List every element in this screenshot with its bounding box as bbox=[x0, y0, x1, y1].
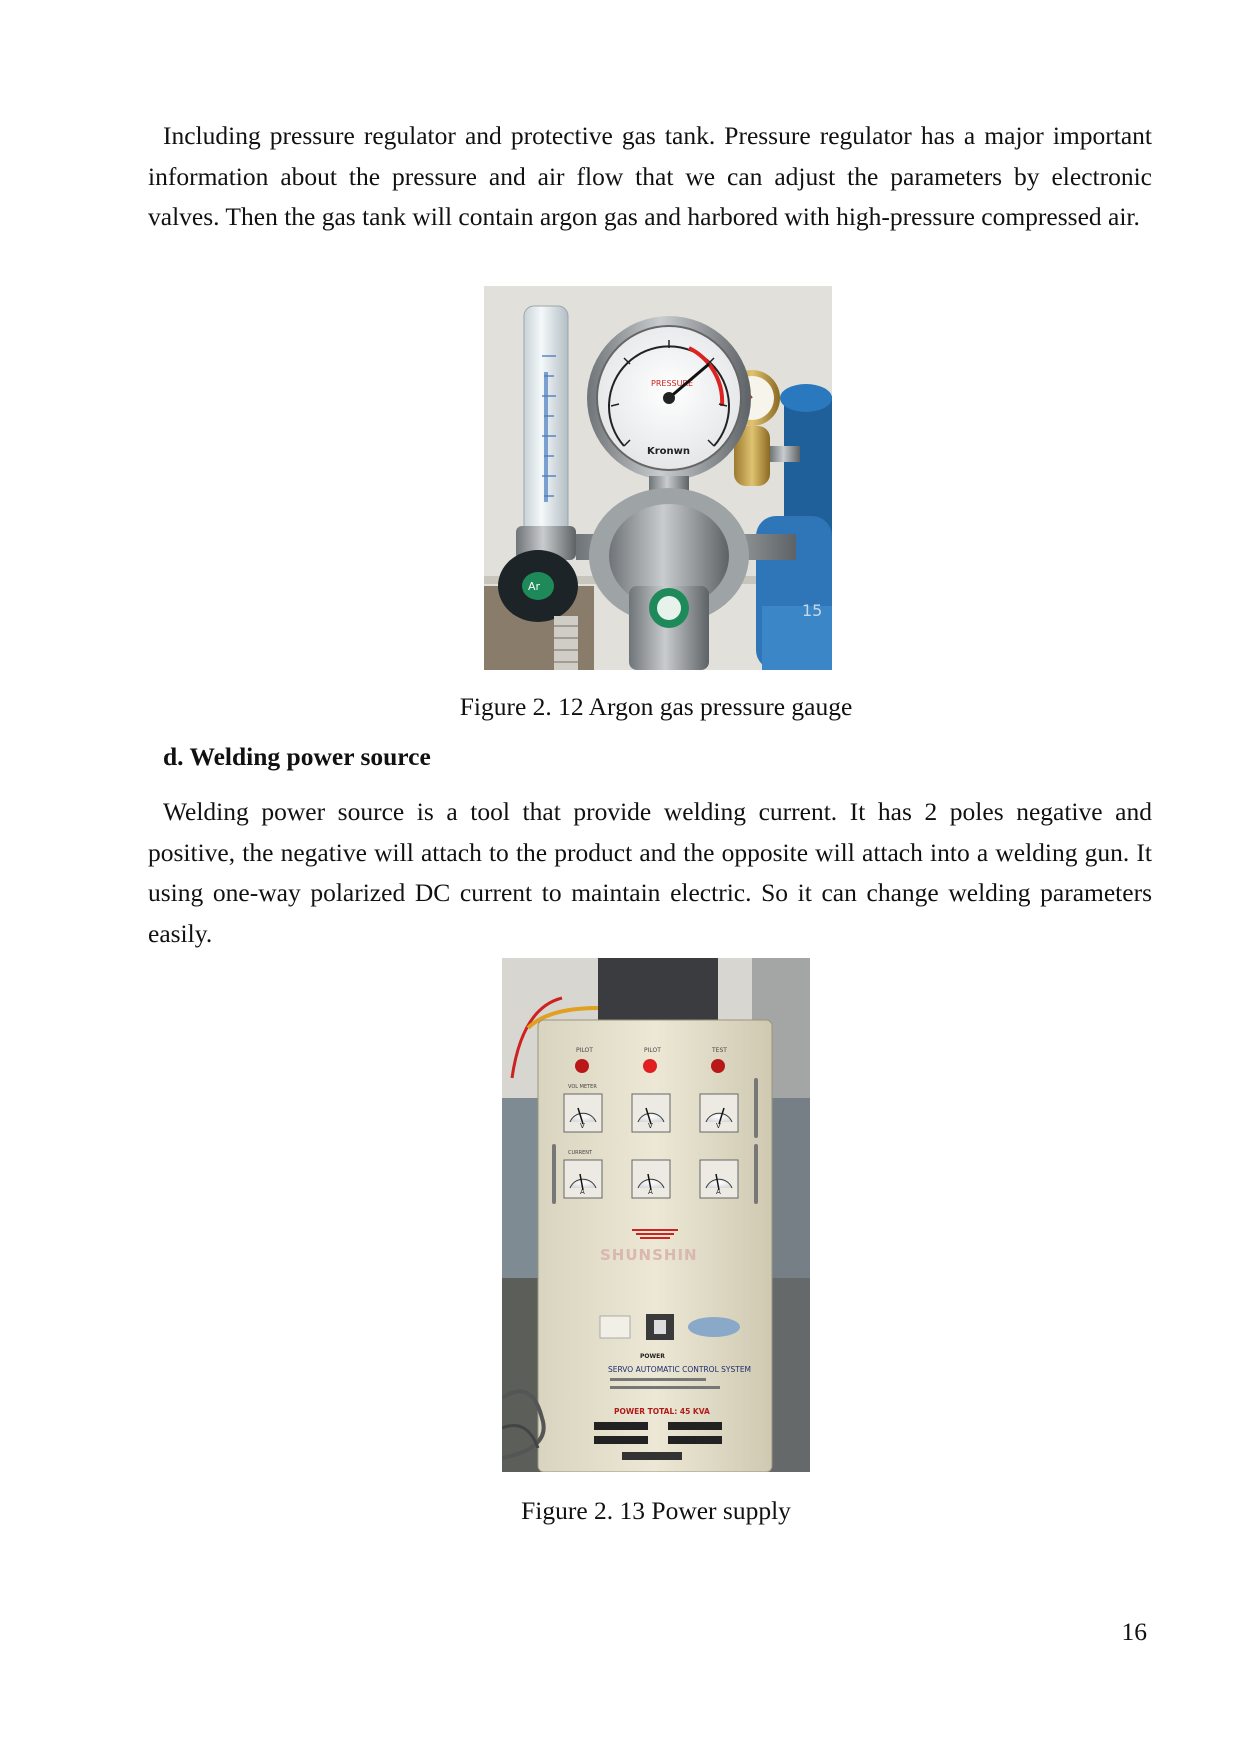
section-heading-welding-power-source: d. Welding power source bbox=[163, 742, 431, 771]
ammeter-label: CURRENT bbox=[568, 1150, 593, 1156]
indicator-label-1: PILOT bbox=[576, 1047, 593, 1054]
system-label: SERVO AUTOMATIC CONTROL SYSTEM bbox=[608, 1365, 752, 1374]
volt-symbol: V bbox=[648, 1122, 653, 1130]
paragraph-gas-regulator bbox=[148, 116, 1152, 238]
indicator-label-3: TEST bbox=[712, 1047, 727, 1054]
amp-symbol: A bbox=[648, 1188, 653, 1196]
argon-regulator-photo bbox=[484, 286, 832, 670]
svg-text:15: 15 bbox=[802, 601, 823, 620]
amp-symbol: A bbox=[716, 1188, 721, 1196]
indicator-label-2: PILOT bbox=[644, 1047, 661, 1054]
gauge-brand: Kronwn bbox=[647, 446, 691, 457]
paragraph-text: Including pressure regulator and protective gas tank. Pressure regulator has a major important information about the pressure and air flow that we can adjust the parameters by electronic valves. Then the gas tank will contain argon gas and harbored with high-pressure compressed air. bbox=[148, 121, 1152, 231]
power-supply-photo bbox=[502, 958, 810, 1472]
gauge-label: PRESSURE bbox=[651, 379, 694, 388]
paragraph-text: Welding power source is a tool that provide welding current. It has 2 poles negative and positive, the negative will attach to the product and the opposite will attach into a welding gun. It using one-way polarized DC current to maintain electric. So it can change welding parameters easily. bbox=[148, 797, 1152, 948]
figure-caption-argon-gauge: Figure 2. 12 Argon gas pressure gauge bbox=[459, 692, 853, 721]
power-total: POWER TOTAL: 45 KVA bbox=[614, 1407, 710, 1416]
brand-name: SHUNSHIN bbox=[600, 1246, 698, 1264]
amp-symbol: A bbox=[580, 1188, 585, 1196]
power-label: POWER bbox=[640, 1353, 665, 1360]
volt-symbol: V bbox=[580, 1122, 585, 1130]
flowmeter-badge: Ar bbox=[528, 580, 541, 593]
volt-symbol: V bbox=[716, 1122, 721, 1130]
voltmeter-label: VOL METER bbox=[568, 1084, 597, 1090]
figure-caption-power-supply: Figure 2. 13 Power supply bbox=[521, 1496, 791, 1525]
paragraph-welding-power-source bbox=[148, 792, 1152, 954]
page-number: 16 bbox=[1121, 1617, 1147, 1646]
